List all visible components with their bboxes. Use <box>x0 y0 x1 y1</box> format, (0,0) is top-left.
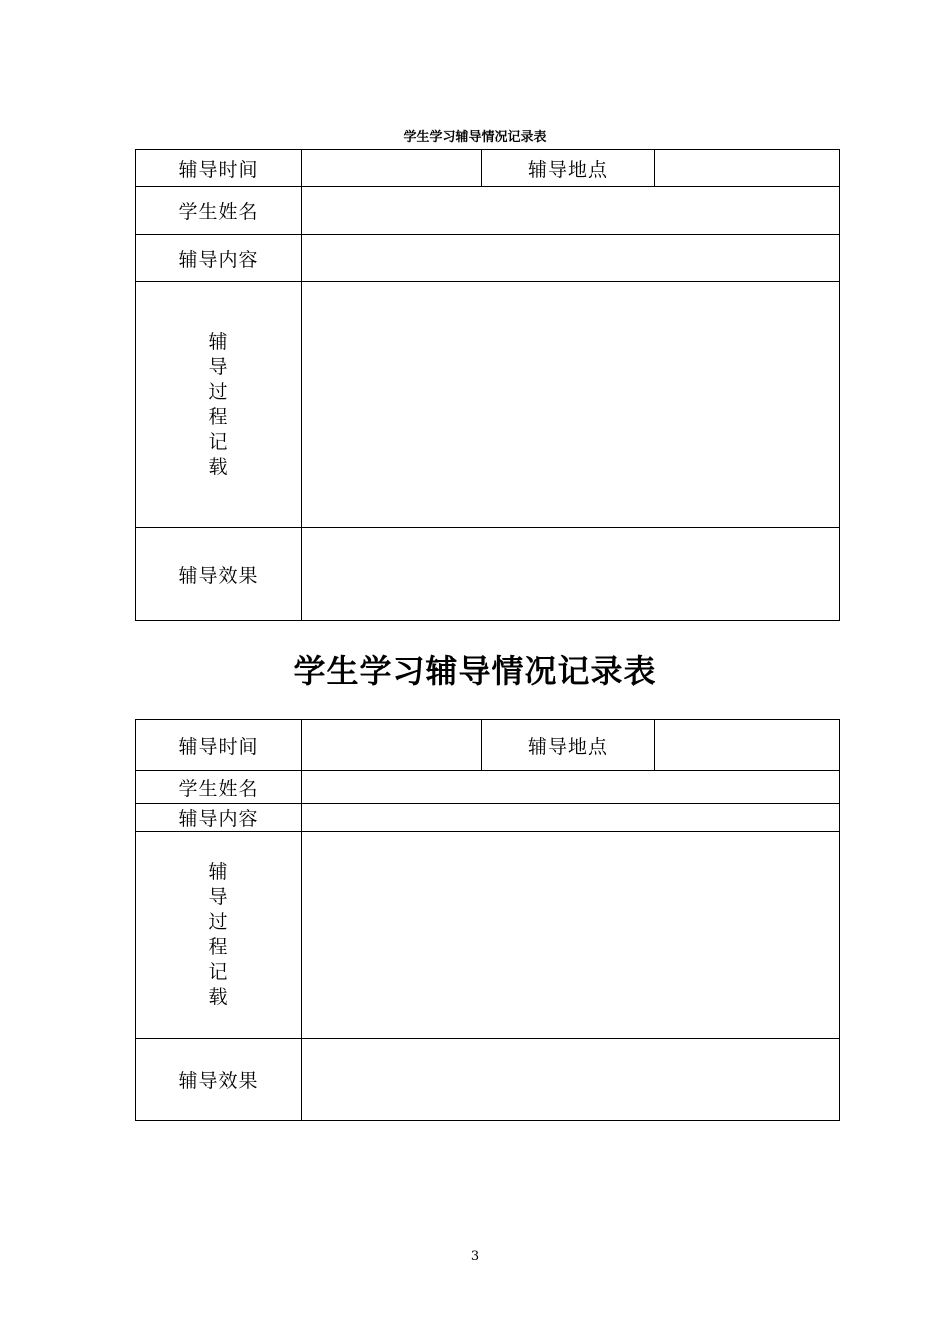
place-value-cell[interactable] <box>655 720 840 771</box>
time-value-cell[interactable] <box>302 150 482 187</box>
place-label: 辅导地点 <box>482 150 655 187</box>
process-label-char: 程 <box>208 405 229 428</box>
name-label: 学生姓名 <box>136 771 302 804</box>
process-label-char: 记 <box>208 430 229 453</box>
name-value-cell[interactable] <box>302 771 840 804</box>
name-label: 学生姓名 <box>136 187 302 235</box>
place-label: 辅导地点 <box>482 720 655 771</box>
name-value-cell[interactable] <box>302 187 840 235</box>
process-label <box>136 832 302 1039</box>
process-label-char: 载 <box>208 455 229 478</box>
page-number: 3 <box>470 1249 480 1264</box>
time-label: 辅导时间 <box>136 720 302 771</box>
effect-label: 辅导效果 <box>136 528 302 621</box>
process-value-cell[interactable] <box>302 282 840 528</box>
process-label-char: 载 <box>208 986 229 1008</box>
process-value-cell[interactable] <box>302 832 840 1039</box>
content-value-cell[interactable] <box>302 235 840 282</box>
process-label <box>136 282 302 528</box>
effect-label: 辅导效果 <box>136 1039 302 1121</box>
process-label-char: 导 <box>208 886 229 908</box>
content-value-cell[interactable] <box>302 804 840 832</box>
content-label: 辅导内容 <box>136 235 302 282</box>
effect-value-cell[interactable] <box>302 528 840 621</box>
process-label-char: 过 <box>208 380 229 403</box>
form-title-large: 学生学习辅导情况记录表 <box>293 652 657 690</box>
content-label: 辅导内容 <box>136 804 302 832</box>
record-table-2 <box>135 719 840 1121</box>
time-value-cell[interactable] <box>302 720 482 771</box>
process-label-char: 辅 <box>208 861 229 883</box>
time-label: 辅导时间 <box>136 150 302 187</box>
record-table-1 <box>135 149 840 621</box>
process-label-char: 过 <box>208 911 229 933</box>
process-label-char: 导 <box>208 355 229 378</box>
process-label-char: 辅 <box>208 330 229 353</box>
effect-value-cell[interactable] <box>302 1039 840 1121</box>
process-label-char: 记 <box>208 961 229 983</box>
form-title-small: 学生学习辅导情况记录表 <box>403 130 547 145</box>
place-value-cell[interactable] <box>655 150 840 187</box>
process-label-char: 程 <box>208 936 229 958</box>
